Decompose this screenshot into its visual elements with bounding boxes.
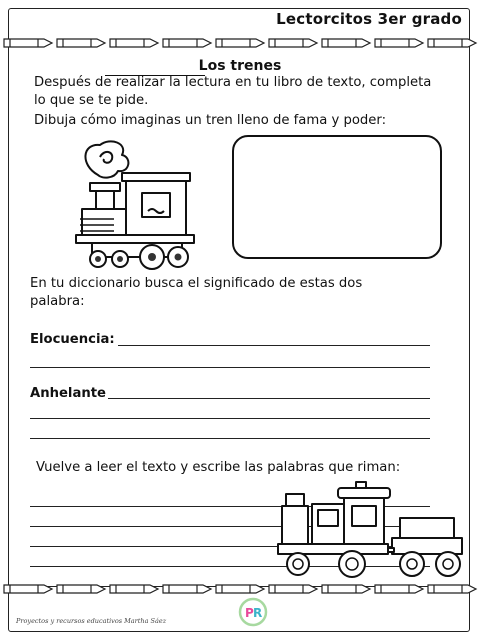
crayon-icon: [428, 585, 476, 593]
crayon-icon: [322, 39, 370, 47]
instruction-line-2: lo que se te pide.: [34, 93, 149, 108]
steam-train-illustration: [70, 135, 200, 275]
crayon-icon: [57, 39, 105, 47]
crayon-icon: [269, 585, 317, 593]
crayon-icon: [322, 585, 370, 593]
instruction-line-1: Después de realizar la lectura en tu libro de texto, completa: [34, 75, 432, 90]
word-elocuencia: Elocuencia:: [30, 332, 115, 347]
rhymes-prompt: Vuelve a leer el texto y escribe las palabras que riman:: [36, 460, 401, 475]
logo-letter-r: R: [253, 606, 263, 620]
pr-logo: [238, 597, 268, 627]
top-crayon-border: [0, 32, 480, 54]
crayon-icon: [163, 585, 211, 593]
worksheet-title: Los trenes: [198, 58, 282, 74]
toy-train-illustration: [272, 480, 468, 584]
answer-line[interactable]: [118, 345, 430, 346]
crayon-icon: [110, 39, 158, 47]
answer-line[interactable]: [30, 367, 430, 368]
answer-line[interactable]: [30, 418, 430, 419]
crayon-icon: [4, 39, 52, 47]
crayon-icon: [4, 585, 52, 593]
logo-letter-p: P: [245, 606, 254, 620]
crayon-icon: [375, 39, 423, 47]
draw-prompt: Dibuja cómo imaginas un tren lleno de fama y poder:: [34, 113, 387, 128]
crayon-icon: [428, 39, 476, 47]
word-anhelante: Anhelante: [30, 386, 106, 401]
header-title: Lectorcitos 3er grado: [276, 10, 462, 28]
dictionary-prompt-line-1: En tu diccionario busca el significado de estas dos: [30, 276, 363, 291]
answer-line[interactable]: [108, 398, 430, 399]
crayon-icon: [216, 585, 264, 593]
crayon-icon: [216, 39, 264, 47]
crayon-icon: [163, 39, 211, 47]
crayon-icon: [57, 585, 105, 593]
footer-credit: Proyectos y recursos educativos Martha Sáez: [16, 617, 167, 625]
answer-line[interactable]: [30, 438, 430, 439]
drawing-box[interactable]: [232, 135, 442, 259]
dictionary-prompt-line-2: palabra:: [30, 294, 85, 309]
crayon-icon: [375, 585, 423, 593]
crayon-icon: [110, 585, 158, 593]
crayon-icon: [269, 39, 317, 47]
